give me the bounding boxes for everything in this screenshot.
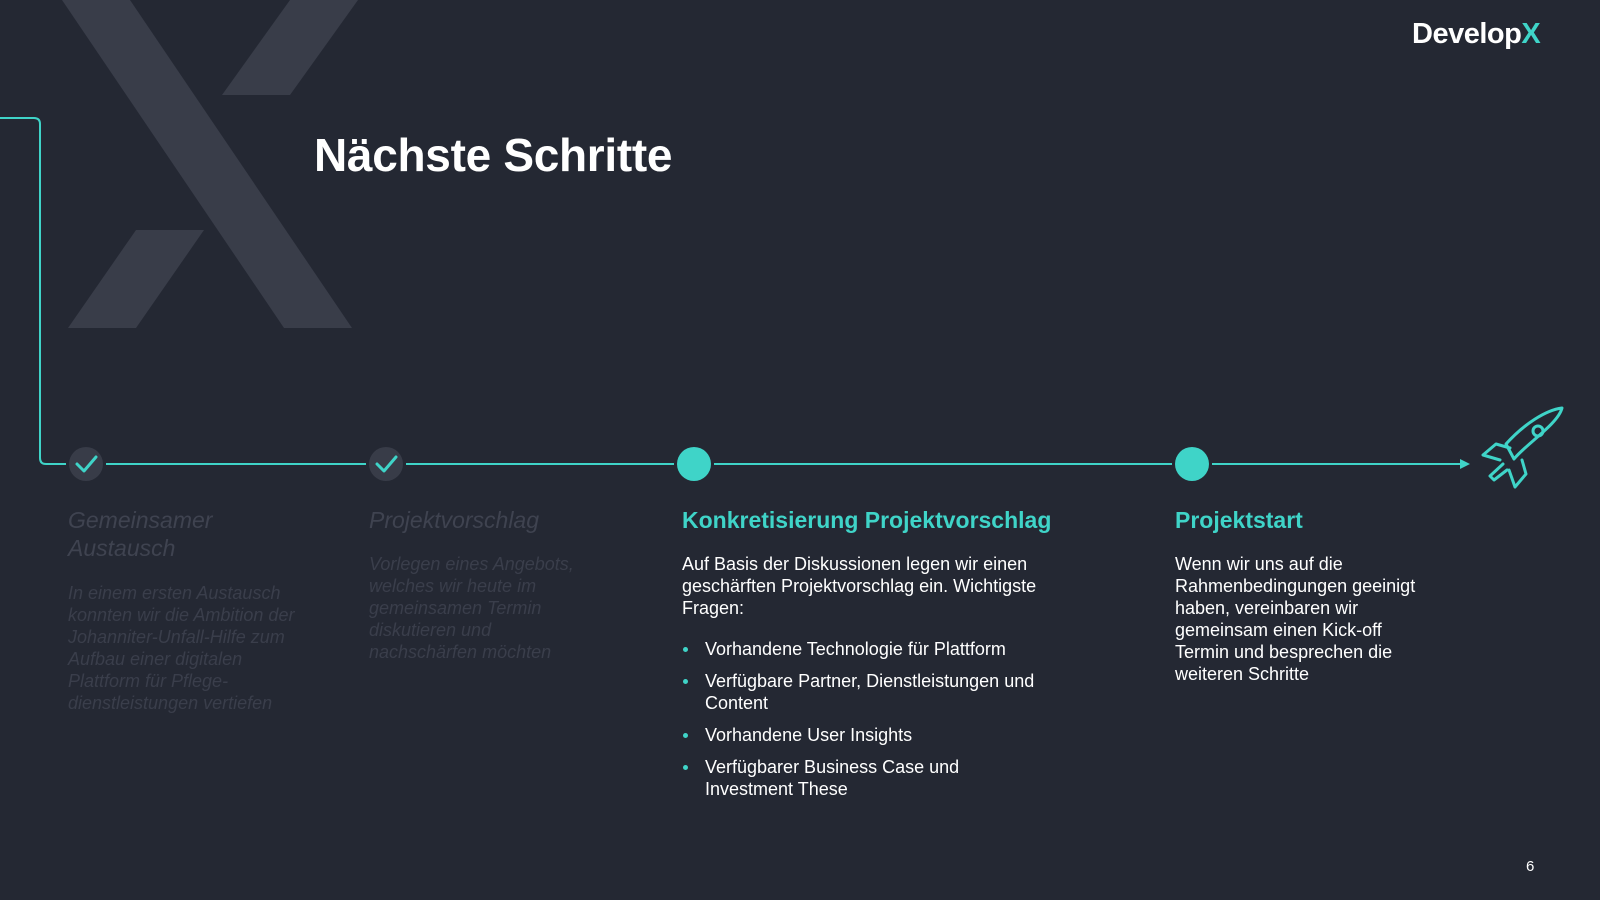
page-number: 6 — [1526, 858, 1535, 875]
step-description: Auf Basis der Diskussionen legen wir einen geschärften Projektvorschlag ein. Wichtigste Fragen: — [682, 554, 1037, 618]
list-item: Vorhandene User Insights — [682, 724, 1052, 746]
step-marker — [1175, 447, 1209, 481]
page-title: Nächste Schritte — [314, 129, 673, 181]
step-title-projektstart: Projektstart — [1175, 507, 1303, 533]
list-item: Verfügbare Partner, Dienstleistungen und Content — [682, 670, 1052, 714]
list-item: Verfügbarer Business Case und Investment These — [682, 756, 1052, 800]
step-description: In einem ersten Austausch konnten wir die Ambition der Johanniter-Unfall-Hilfe zum Aufbau einer digitalen Plattform für Pflege-dienstleistungen vertiefen — [68, 583, 295, 713]
key-questions-list — [682, 638, 1052, 810]
check-icon — [369, 447, 403, 481]
developx-logo: DevelopX — [1412, 18, 1541, 50]
step-marker — [677, 447, 711, 481]
step-title-projektvorschlag: Projektvorschlag — [369, 507, 540, 533]
arrowhead-icon — [1460, 459, 1470, 469]
step-title-gemeinsamer-austausch: Gemeinsamer Austausch — [68, 507, 213, 561]
timeline-connector — [0, 118, 66, 464]
list-item: Vorhandene Technologie für Plattform — [682, 638, 1052, 660]
rocket-icon — [1483, 408, 1562, 487]
check-icon — [69, 447, 103, 481]
step-description: Vorlegen eines Angebots, welches wir heute im gemeinsamen Termin diskutieren und nachschärfen möchten — [369, 554, 574, 662]
step-description: Wenn wir uns auf die Rahmenbedingungen geeinigt haben, vereinbaren wir gemeinsam einen Kick-off Termin und besprechen die weiteren Schritte — [1175, 554, 1416, 684]
step-title-konkretisierung: Konkretisierung Projektvorschlag — [682, 507, 1052, 533]
